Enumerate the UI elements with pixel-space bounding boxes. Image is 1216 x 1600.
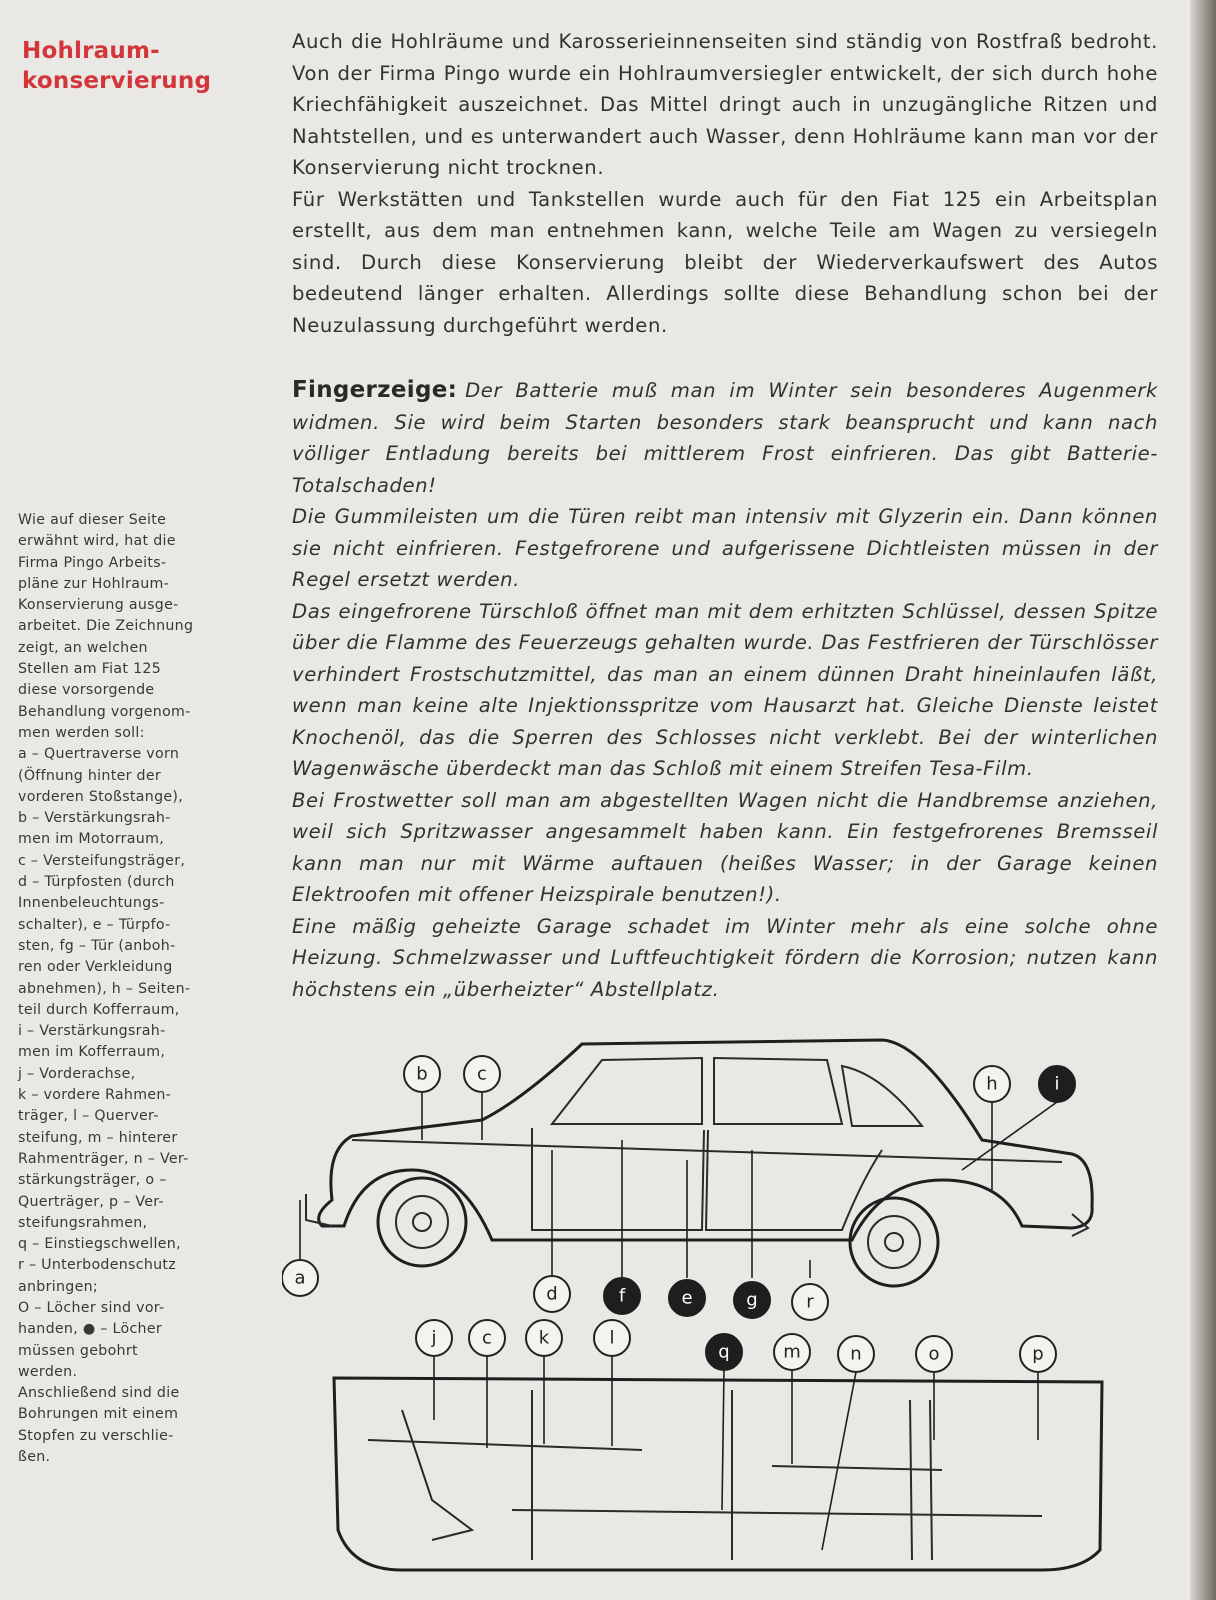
svg-text:j: j (431, 1327, 437, 1349)
intro-paragraph-1: Auch die Hohlräume und Karosserieinnenseiten sind ständig von Rostfraß bedroht. Von der Firma Pingo wurde ein Hohlraumversiegler entwickelt, der sich durch hohe Kriechfähigkeit auszeichnet. Das Mittel dringt auch in unzugängliche Ritzen und Nahtstellen, und es unterwandert auch Wasser, denn Hohlräume kann man vor der Konservierung nicht trocknen. (292, 30, 1158, 179)
svg-text:c: c (477, 1063, 487, 1085)
car-underbody-view (334, 1378, 1102, 1570)
tips-paragraph-5: Eine mäßig geheizte Garage schadet im Winter mehr als eine solche ohne Heizung. Schmelzwasser und Luftfeuchtigkeit fördern die Korrosion; nutzen kann höchstens ein „überheizter“ Abstellplatz. (292, 914, 1158, 1001)
sidebar-caption: Wie auf dieser Seite erwähnt wird, hat die Firma Pingo Arbeits- pläne zur Hohlraum- Konservierung ausge- arbeitet. Die Zeichnung zeigt, an welchen Stellen am Fiat 125 diese vorsorgende Behandlung vorgenom- men werden soll: a – Quertraverse vorn (Öffnung hinter der vorderen Stoßstange), b – Verstärkungsrah- men im Motorraum, c – Versteifungsträger, d – Türpfosten (durch Innenbeleuchtungs- schalter), e – Türpfo- sten, fg – Tür (anboh- ren oder Verkleidung abnehmen), h – Seiten- teil durch Kofferraum, i – Verstärkungsrah- men im Kofferraum, j – Vorderachse, k – vordere Rahmen- träger, l – Querver- steifung, m – hinterer Rahmenträger, n – Ver- stärkungsträger, o – Querträger, p – Ver- steifungsrahmen, q – Einstiegschwellen, r – Unterbodenschutz anbringen; O – Löcher sind vor- handen, ● – Löcher müssen gebohrt werden. Anschließend sind die Bohrungen mit einem Stopfen zu verschlie- ßen. (18, 512, 194, 1466)
label-l (594, 1320, 630, 1356)
svg-text:m: m (783, 1341, 801, 1363)
intro-paragraph-2: Für Werkstätten und Tankstellen wurde auch für den Fiat 125 ein Arbeitsplan erstellt, aus dem man entnehmen kann, welche Teile am Wagen zu versiegeln sind. Durch diese Konservierung bleibt der Wiederverkaufswert des Autos bedeutend länger erhalten. Allerdings sollte diese Behandlung schon bei der Neuzulassung durchgeführt werden. (292, 187, 1158, 337)
label-e (669, 1280, 705, 1316)
label-n (838, 1336, 874, 1372)
section-title-line-2: konservierung (22, 68, 212, 94)
label-g (734, 1282, 770, 1318)
car-window-rear-quarter (842, 1066, 922, 1126)
svg-text:l: l (609, 1327, 615, 1349)
label-c-under (469, 1320, 505, 1356)
fiat-125-cavity-diagram (282, 1030, 1122, 1590)
label-r (792, 1284, 828, 1320)
label-j (416, 1320, 452, 1356)
car-door-rear (706, 1130, 882, 1230)
front-wheel-center (413, 1213, 431, 1231)
label-d (534, 1276, 570, 1312)
svg-text:r: r (806, 1291, 814, 1313)
tips-first-text: Der Batterie muß man im Winter sein besonderes Augenmerk widmen. Sie wird beim Starten besonders stark beansprucht und kann nach völliger Entladung bereits bei mittlerem Frost einfrieren. Das gibt Batterie-Totalschaden! (292, 379, 1158, 497)
svg-text:d: d (546, 1283, 558, 1305)
svg-text:e: e (681, 1287, 693, 1309)
label-i (1039, 1066, 1075, 1102)
tips-section (292, 375, 1158, 1005)
svg-text:o: o (928, 1343, 940, 1365)
paragraph-spacer (292, 341, 1158, 375)
svg-text:p: p (1032, 1343, 1044, 1365)
underbody-pointers (434, 1356, 1038, 1550)
underbody-longitudinal (532, 1390, 732, 1560)
svg-text:h: h (986, 1073, 998, 1095)
pointer-q (722, 1370, 724, 1510)
rear-wheel-center (885, 1233, 903, 1251)
label-f (604, 1278, 640, 1314)
label-k (526, 1320, 562, 1356)
underbody-labels (416, 1320, 1056, 1372)
underbody-sill (512, 1510, 1042, 1516)
label-c-side (464, 1056, 500, 1092)
tips-paragraph-2: Die Gummileisten um die Türen reibt man intensiv mit Glyzerin ein. Dann können sie nicht einfrieren. Festgefrorene und aufgerissene Dichtleisten müssen in der Regel ersetzt werden. (292, 505, 1158, 591)
rear-wheel-hub (868, 1216, 920, 1268)
svg-text:i: i (1054, 1073, 1060, 1095)
svg-text:k: k (538, 1327, 550, 1349)
svg-text:f: f (618, 1285, 626, 1307)
label-a (282, 1260, 318, 1296)
svg-text:c: c (482, 1327, 492, 1349)
tips-first-paragraph (292, 375, 1158, 501)
svg-text:g: g (746, 1289, 758, 1311)
label-p (1020, 1336, 1056, 1372)
diagram-svg (282, 1030, 1122, 1590)
tips-paragraph-3: Das eingefrorene Türschloß öffnet man mit dem erhitzten Schlüssel, dessen Spitze über die Flamme des Feuerzeugs gehalten wurde. Das Festfrieren der Türschlösser verhindert Frostschutzmittel, das man an einem dünnen Draht hineinlaufen läßt, wenn man keine alte Injektionsspritze vom Hausarzt hat. Gleiche Dienste leistet Knochenöl, das die Sperren des Schlosses nicht verklebt. Bei der winterlichen Wagenwäsche überdeckt man das Schloß mit einem Streifen Tesa-Film. (292, 599, 1158, 780)
underbody-crossmember-front (368, 1440, 642, 1450)
label-q (706, 1334, 742, 1370)
svg-text:q: q (718, 1341, 730, 1363)
svg-text:n: n (850, 1343, 862, 1365)
rear-wheel (850, 1198, 938, 1286)
label-b (404, 1056, 440, 1092)
side-view-labels (282, 1056, 1075, 1320)
section-title-line-1: Hohlraum- (22, 38, 160, 64)
tips-paragraph-4: Bei Frostwetter soll man am abgestellten Wagen nicht die Handbremse anziehen, weil sich Spritzwasser angesammelt haben kann. Ein festgefrorenes Bremsseil kann man nur mit Wärme auftauen (heißes Wasser; in der Garage keinen Elektroofen mit offener Heizspirale benutzen!). (292, 788, 1158, 906)
page-edge-shadow (1190, 0, 1216, 1600)
car-door-front (532, 1128, 704, 1230)
front-wheel (378, 1178, 466, 1266)
tips-heading: Fingerzeige: (292, 377, 458, 403)
car-window-front (552, 1058, 702, 1124)
svg-text:b: b (416, 1063, 428, 1085)
underbody-outline (334, 1378, 1102, 1570)
label-h (974, 1066, 1010, 1102)
label-o (916, 1336, 952, 1372)
pointer-n (822, 1372, 856, 1550)
main-text-column (292, 26, 1158, 1005)
car-window-rear (714, 1058, 842, 1124)
front-wheel-hub (396, 1196, 448, 1248)
underbody-front-axle (402, 1410, 472, 1540)
section-title (22, 36, 252, 96)
label-m (774, 1334, 810, 1370)
underbody-crossmember-rear (772, 1466, 942, 1470)
side-view-pointers (300, 1092, 1057, 1278)
svg-text:a: a (294, 1267, 306, 1289)
underbody-rear-frame (910, 1400, 932, 1560)
